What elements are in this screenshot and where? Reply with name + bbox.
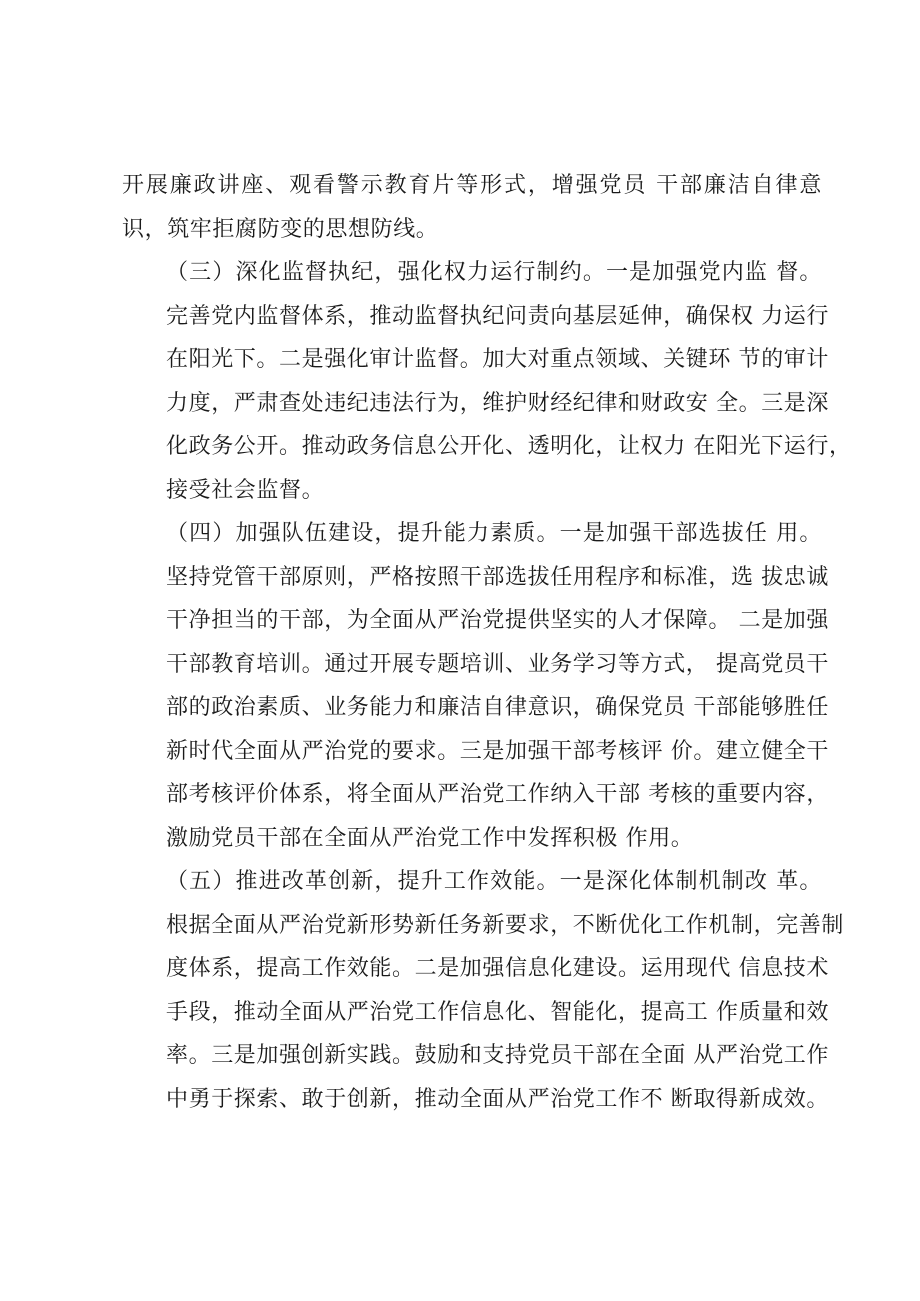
text-line: 激励党员干部在全面从严治党工作中发挥积极 作用。 [166,825,694,851]
text-line: 手段，推动全面从严治党工作信息化、智能化，提高工 作质量和效 [166,999,829,1025]
text-line: 化政务公开。推动政务信息公开化、透明化，让权力 在阳光下运行， [166,434,852,459]
text-line: 部考核评价体系，将全面从严治党工作纳入干部 考核的重要内容， [166,782,829,807]
text-line: 中勇于探索、敢于创新，推动全面从严治党工作不 断取得新成效。 [166,1086,829,1112]
text-line: （五）推进改革创新，提升工作效能。一是深化体制机制改 革。 [166,869,822,894]
text-line: 坚持党管干部原则，严格按照干部选拔任用程序和标准，选 拔忠诚 [166,564,829,590]
text-line: 识，筑牢拒腐防变的思想防线。 [122,216,439,242]
paragraph-continuation [122,164,822,251]
text-line: 部的政治素质、业务能力和廉洁自律意识，确保党员 干部能够胜任 [166,695,829,720]
text-line: 接受社会监督。 [166,477,325,503]
text-line: 完善党内监督体系，推动监督执纪问责向基层延伸，确保权 力运行 [166,303,829,329]
text-line: （三）深化监督执纪，强化权力运行制约。一是加强党内监 督。 [166,260,822,285]
text-line: 度体系，提高工作效能。二是加强信息化建设。运用现代 信息技术 [166,956,829,981]
text-line: 力度，严肃查处违纪违法行为，维护财经纪律和财政安 全。三是深 [166,390,829,416]
text-line: （四）加强队伍建设，提升能力素质。一是加强干部选拔任 用。 [166,521,822,546]
text-line: 开展廉政讲座、观看警示教育片等形式，增强党员 干部廉洁自律意 [122,173,822,198]
text-line: 新时代全面从严治党的要求。三是加强干部考核评 价。建立健全干 [166,738,829,764]
paragraph-section-five [122,860,845,1121]
text-line: 干净担当的干部，为全面从严治党提供坚实的人才保障。 二是加强 [166,608,829,633]
text-line: 根据全面从严治党新形势新任务新要求，不断优化工作机制，完善制 [166,912,845,938]
text-line: 在阳光下。二是强化审计监督。加大对重点领域、关键环 节的审计 [166,347,829,372]
text-line: 干部教育培训。通过开展专题培训、业务学习等方式， 提高党员干 [166,651,829,677]
paragraph-section-three [122,251,852,512]
paragraph-section-four [122,512,829,860]
text-line: 率。三是加强创新实践。鼓励和支持党员干部在全面 从严治党工作 [166,1043,829,1068]
document-body [122,164,852,1121]
